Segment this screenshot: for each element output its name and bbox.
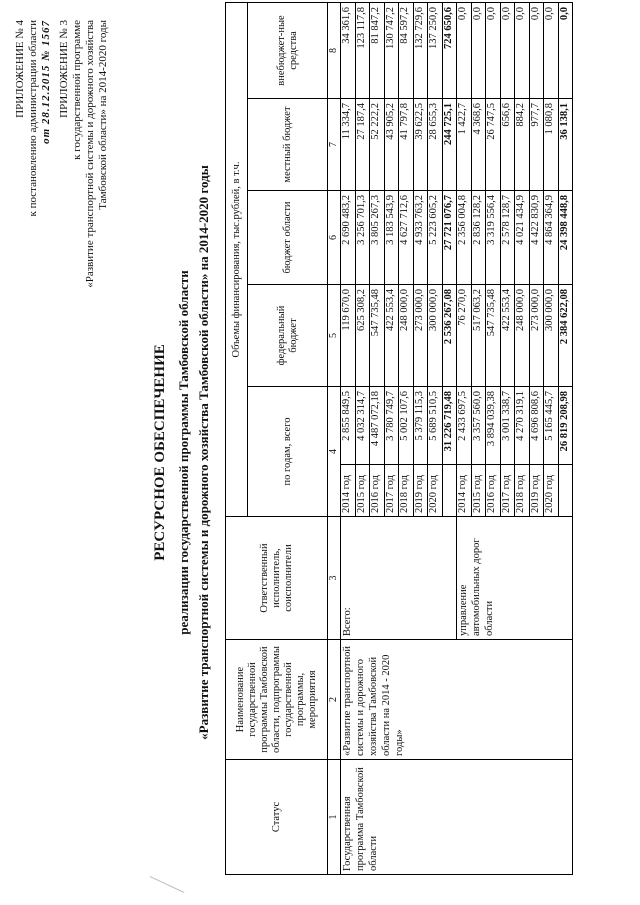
- total-local-cell: 244 725,1: [442, 99, 457, 191]
- federal-cell: 300 000,0: [428, 285, 443, 387]
- extrabudget-cell: 0,0: [486, 2, 501, 98]
- header-financing: Объемы финансирования, тыс.рублей, в т.ч.: [226, 2, 248, 516]
- local-cell: 39 622,5: [413, 99, 428, 191]
- appendix-3-line-3: «Развитие транспортной системы и дорожного хозяйства: [84, 20, 96, 288]
- total-cell: 5 165 445,7: [544, 387, 559, 465]
- year-cell: 2018 год: [515, 465, 530, 517]
- total-extrabudget-cell: 724 650,6: [442, 2, 457, 98]
- local-cell: 884,2: [515, 99, 530, 191]
- header-federal: федеральный бюджет: [248, 285, 328, 387]
- extrabudget-cell: 132 729,6: [413, 2, 428, 98]
- col-number: 7: [328, 99, 341, 191]
- regional-cell: 2 356 004,8: [457, 191, 472, 285]
- year-cell: 2014 год: [341, 465, 356, 517]
- regional-cell: 4 864 364,9: [544, 191, 559, 285]
- regional-cell: 2 578 128,7: [500, 191, 515, 285]
- local-cell: 52 222,2: [370, 99, 385, 191]
- federal-cell: 273 000,0: [529, 285, 544, 387]
- federal-cell: 248 000,0: [399, 285, 414, 387]
- program-name-cell: «Развитие транспортной системы и дорожного хозяйства Тамбовской области на 2014 - 2020 годы»: [341, 640, 573, 760]
- regional-cell: 4 627 712,6: [399, 191, 414, 285]
- col-number: 8: [328, 2, 341, 98]
- total-cell: 2 433 697,5: [457, 387, 472, 465]
- regional-cell: 3 256 701,3: [355, 191, 370, 285]
- regional-cell: 3 805 267,3: [370, 191, 385, 285]
- total-cell: 5 002 107,6: [399, 387, 414, 465]
- local-cell: 11 334,7: [341, 99, 356, 191]
- federal-cell: 76 270,0: [457, 285, 472, 387]
- total-total-cell: 26 819 208,98: [558, 387, 573, 465]
- year-cell: 2018 год: [399, 465, 414, 517]
- extrabudget-cell: 0,0: [500, 2, 515, 98]
- local-cell: 1 422,7: [457, 99, 472, 191]
- local-cell: 4 368,6: [471, 99, 486, 191]
- header-status: Статус: [226, 760, 328, 875]
- col-number: 2: [328, 640, 341, 760]
- regional-cell: 4 933 763,2: [413, 191, 428, 285]
- year-cell: 2014 год: [457, 465, 472, 517]
- resource-table: [225, 2, 573, 875]
- year-cell-empty: [442, 465, 457, 517]
- header-executor: Ответственный исполнитель, соисполнители: [226, 517, 328, 640]
- local-cell: 41 797,8: [399, 99, 414, 191]
- handwritten-date-number: от 28.12.2015 № 1567: [40, 20, 52, 144]
- header-extrabudget: внебюджет-ные средства: [248, 2, 328, 98]
- header-by-year: по годам, всего: [248, 387, 328, 517]
- extrabudget-cell: 123 117,8: [355, 2, 370, 98]
- regional-cell: 2 690 483,2: [341, 191, 356, 285]
- extrabudget-cell: 0,0: [529, 2, 544, 98]
- local-cell: 28 655,3: [428, 99, 443, 191]
- document-title: РЕСУРСНОЕ ОБЕСПЕЧЕНИЕ: [152, 344, 168, 561]
- total-cell: 5 379 115,3: [413, 387, 428, 465]
- total-cell: 3 894 039,38: [486, 387, 501, 465]
- regional-cell: 5 223 605,2: [428, 191, 443, 285]
- federal-cell: 273 000,0: [413, 285, 428, 387]
- table-body: [341, 2, 573, 874]
- extrabudget-cell: 84 597,2: [399, 2, 414, 98]
- appendix-3-line-4: Тамбовской области» на 2014-2020 годы: [97, 20, 109, 210]
- year-cell: 2017 год: [500, 465, 515, 517]
- regional-cell: 2 836 128,2: [471, 191, 486, 285]
- federal-cell: 248 000,0: [515, 285, 530, 387]
- total-cell: 4 270 319,1: [515, 387, 530, 465]
- regional-cell: 4 422 830,9: [529, 191, 544, 285]
- total-federal-cell: 2 384 622,08: [558, 285, 573, 387]
- year-cell: 2015 год: [355, 465, 370, 517]
- total-cell: 4 696 808,6: [529, 387, 544, 465]
- federal-cell: 300 000,0: [544, 285, 559, 387]
- col-number: 6: [328, 191, 341, 285]
- col-number: 1: [328, 760, 341, 875]
- col-number: 3: [328, 517, 341, 640]
- total-cell: 3 780 749,7: [384, 387, 399, 465]
- appendix-4-title: ПРИЛОЖЕНИЕ № 4: [14, 20, 26, 118]
- federal-cell: 517 063,2: [471, 285, 486, 387]
- extrabudget-cell: 0,0: [471, 2, 486, 98]
- table-row: [341, 2, 356, 874]
- total-local-cell: 36 138,1: [558, 99, 573, 191]
- federal-cell: 422 553,4: [500, 285, 515, 387]
- appendix-3-title: ПРИЛОЖЕНИЕ № 3: [58, 20, 70, 118]
- document-subtitle: реализации государственной программы Тамбовской области: [176, 270, 191, 635]
- total-extrabudget-cell: 0,0: [558, 2, 573, 98]
- year-cell: 2019 год: [529, 465, 544, 517]
- federal-cell: 547 735,48: [370, 285, 385, 387]
- extrabudget-cell: 0,0: [544, 2, 559, 98]
- year-cell: 2015 год: [471, 465, 486, 517]
- extrabudget-cell: 34 361,6: [341, 2, 356, 98]
- year-cell: 2016 год: [370, 465, 385, 517]
- document-program-title: «Развитие транспортной системы и дорожного хозяйства Тамбовской области» на 2014-2020 годы: [196, 165, 211, 740]
- federal-cell: 625 308,2: [355, 285, 370, 387]
- federal-cell: 547 735,48: [486, 285, 501, 387]
- total-regional-cell: 24 398 448,8: [558, 191, 573, 285]
- total-cell: 3 357 560,0: [471, 387, 486, 465]
- extrabudget-cell: 0,0: [457, 2, 472, 98]
- year-cell: 2020 год: [544, 465, 559, 517]
- header-local: местный бюджет: [248, 99, 328, 191]
- extrabudget-cell: 0,0: [515, 2, 530, 98]
- local-cell: 27 187,4: [355, 99, 370, 191]
- appendix-3-line-2: к государственной программе: [71, 20, 83, 160]
- total-cell: 3 001 338,7: [500, 387, 515, 465]
- local-cell: 656,6: [500, 99, 515, 191]
- col-number: 5: [328, 285, 341, 387]
- total-regional-cell: 27 721 076,7: [442, 191, 457, 285]
- year-cell: 2016 год: [486, 465, 501, 517]
- extrabudget-cell: 130 747,2: [384, 2, 399, 98]
- total-federal-cell: 2 536 267,08: [442, 285, 457, 387]
- year-cell: 2020 год: [428, 465, 443, 517]
- executor-cell: управление автомобильных дорог области: [457, 517, 573, 640]
- local-cell: 977,7: [529, 99, 544, 191]
- year-cell: 2017 год: [384, 465, 399, 517]
- extrabudget-cell: 81 847,2: [370, 2, 385, 98]
- total-cell: 2 855 849,5: [341, 387, 356, 465]
- col-number: 4: [328, 387, 341, 517]
- total-cell: 4 032 314,7: [355, 387, 370, 465]
- appendix-4-reference: к постановлению администрации области: [27, 20, 39, 217]
- local-cell: 26 747,5: [486, 99, 501, 191]
- year-cell: 2019 год: [413, 465, 428, 517]
- status-cell: Государственная программа Тамбовской области: [341, 760, 573, 875]
- year-cell-empty: [558, 465, 573, 517]
- regional-cell: 4 021 434,9: [515, 191, 530, 285]
- header-name: Наименование государственной программы Тамбовской области, подпрограммы государственной программы, мероприятия: [226, 640, 328, 760]
- federal-cell: 422 553,4: [384, 285, 399, 387]
- local-cell: 1 080,8: [544, 99, 559, 191]
- total-total-cell: 31 226 719,48: [442, 387, 457, 465]
- regional-cell: 3 183 543,9: [384, 191, 399, 285]
- extrabudget-cell: 137 250,0: [428, 2, 443, 98]
- regional-cell: 3 319 556,4: [486, 191, 501, 285]
- executor-cell: Всего:: [341, 517, 457, 640]
- federal-cell: 119 670,0: [341, 285, 356, 387]
- header-regional: бюджет области: [248, 191, 328, 285]
- total-cell: 4 487 072,18: [370, 387, 385, 465]
- appendix-4-header: [14, 20, 53, 217]
- local-cell: 43 905,2: [384, 99, 399, 191]
- appendix-3-header: [58, 20, 110, 288]
- total-cell: 5 689 510,5: [428, 387, 443, 465]
